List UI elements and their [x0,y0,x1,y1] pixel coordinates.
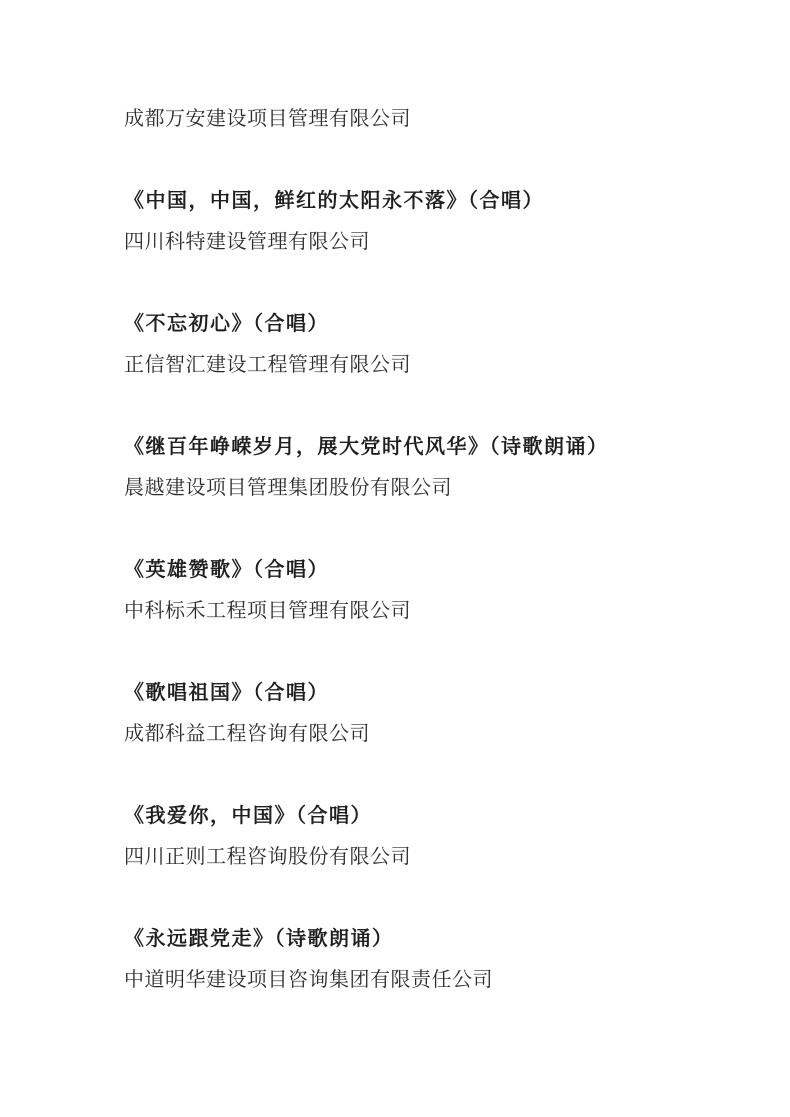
program-entry [124,427,735,509]
program-entry [124,673,735,755]
performer-company: 晨越建设项目管理集团股份有限公司 [124,477,452,499]
performer-company: 成都科益工程咨询有限公司 [124,723,370,745]
performer-company: 中科标禾工程项目管理有限公司 [124,600,411,622]
performer-company: 成都万安建设项目管理有限公司 [124,108,411,130]
program-entry [124,550,735,632]
performer-company: 正信智汇建设工程管理有限公司 [124,354,411,376]
program-entry [124,304,735,386]
performer-company: 中道明华建设项目咨询集团有限责任公司 [124,969,493,991]
program-title: 《英雄赞歌》（合唱） [124,559,329,581]
program-entry [124,181,735,263]
program-title: 《歌唱祖国》（合唱） [124,682,329,704]
program-entry [124,919,735,1001]
performer-company: 四川科特建设管理有限公司 [124,231,370,253]
program-title: 《不忘初心》（合唱） [124,313,329,335]
program-title: 《我爱你，中国》（合唱） [124,805,372,827]
program-title: 《永远跟党走》（诗歌朗诵） [124,928,394,950]
program-title: 《继百年峥嵘岁月，展大党时代风华》（诗歌朗诵） [124,436,609,458]
program-entry [124,796,735,878]
performer-company: 四川正则工程咨询股份有限公司 [124,846,411,868]
program-title: 《中国，中国，鲜红的太阳永不落》（合唱） [124,190,544,212]
